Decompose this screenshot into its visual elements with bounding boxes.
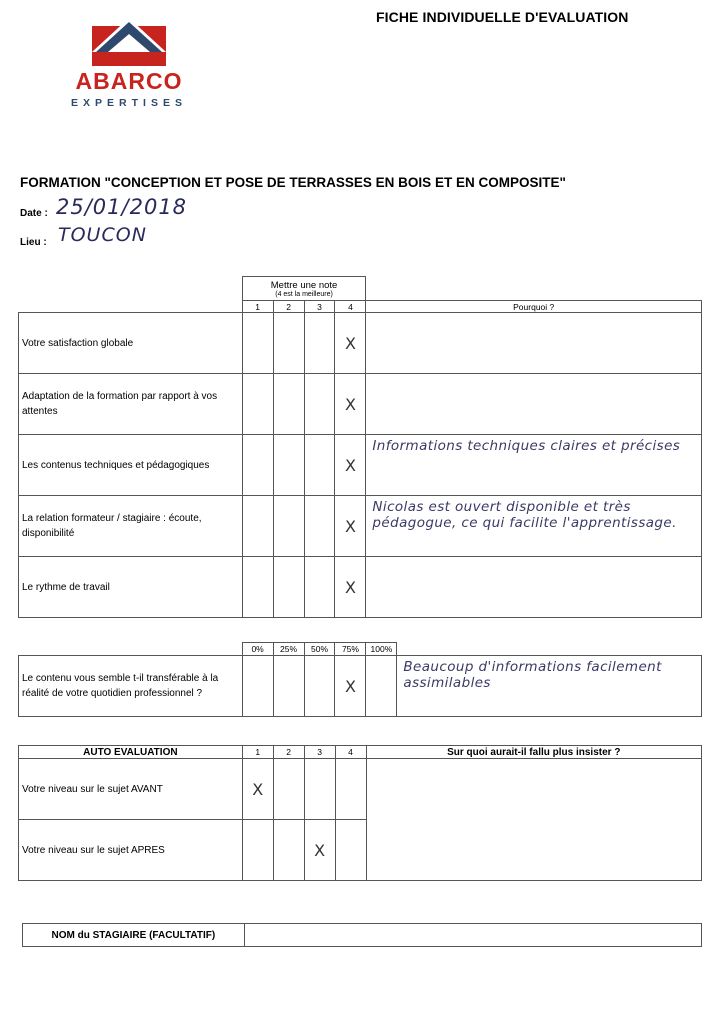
auto-row [19,759,702,820]
score-header: 1 [242,301,273,313]
rating-table [18,276,702,618]
criterion-label: Adaptation de la formation par rapport à vos attentes [19,374,243,435]
percent-mark[interactable]: X [335,656,366,717]
score-cell[interactable] [304,557,335,618]
score-mark[interactable]: X [335,313,366,374]
insist-header: Sur quoi aurait-il fallu plus insister ? [366,746,701,759]
percent-cell[interactable] [242,656,273,717]
percent-cell[interactable] [273,656,304,717]
date-value: 25/01/2018 [56,195,188,219]
score-header: 1 [242,746,273,759]
page-title: FICHE INDIVIDUELLE D'EVALUATION [376,9,629,25]
auto-evaluation-table [18,745,702,881]
score-cell[interactable] [273,374,304,435]
percent-header: 25% [273,643,304,656]
abarco-logo-icon [92,18,166,66]
percent-header: 0% [242,643,273,656]
lieu-value: TOUCON [58,224,147,246]
score-cell[interactable] [242,313,273,374]
percent-cell[interactable] [304,656,335,717]
score-header: 4 [335,301,366,313]
criterion-label: La relation formateur / stagiaire : écoute, disponibilité [19,496,243,557]
why-comment[interactable] [366,374,702,435]
score-cell[interactable] [242,496,273,557]
why-comment[interactable] [366,557,702,618]
score-cell[interactable] [273,820,304,881]
transfer-label: Le contenu vous semble t-il transférable à la réalité de votre quotidien professionnel ? [19,656,243,717]
why-comment[interactable] [366,313,702,374]
transfer-comment[interactable]: Beaucoup d'informations facilement assimilables [397,656,702,717]
score-header: 3 [304,301,335,313]
auto-label: Votre niveau sur le sujet APRES [19,820,243,881]
score-cell[interactable] [273,435,304,496]
rating-row [19,496,702,557]
name-label: NOM du STAGIAIRE (FACULTATIF) [23,924,245,947]
insist-comment[interactable] [366,759,701,881]
score-header: 4 [335,746,366,759]
score-cell[interactable] [304,759,335,820]
score-cell[interactable] [273,496,304,557]
score-mark[interactable]: X [335,557,366,618]
score-header: 3 [304,746,335,759]
score-cell[interactable] [273,557,304,618]
score-mark[interactable]: X [304,820,335,881]
score-cell[interactable] [242,557,273,618]
criterion-label: Les contenus techniques et pédagogiques [19,435,243,496]
percent-header: 50% [304,643,335,656]
auto-evaluation-header: AUTO EVALUATION [19,746,243,759]
rating-row [19,435,702,496]
transfer-row [19,656,702,717]
score-mark[interactable]: X [242,759,273,820]
score-cell[interactable] [335,759,366,820]
score-cell[interactable] [242,374,273,435]
note-header: Mettre une note (4 est la meilleure) [242,277,366,301]
why-header: Pourquoi ? [366,301,702,313]
score-cell[interactable] [273,759,304,820]
logo-subtitle: EXPERTISES [71,97,187,109]
score-cell[interactable] [273,313,304,374]
percent-cell[interactable] [366,656,397,717]
score-cell[interactable] [304,374,335,435]
logo-name: ABARCO [75,68,183,94]
score-cell[interactable] [304,313,335,374]
score-mark[interactable]: X [335,435,366,496]
percent-header: 75% [335,643,366,656]
why-comment[interactable]: Nicolas est ouvert disponible et très pédagogue, ce qui facilite l'apprentissage. [366,496,702,557]
rating-row [19,557,702,618]
score-cell[interactable] [335,820,366,881]
name-table [22,923,702,947]
score-cell[interactable] [304,496,335,557]
percent-header: 100% [366,643,397,656]
rating-row [19,313,702,374]
criterion-label: Le rythme de travail [19,557,243,618]
name-input[interactable] [244,924,701,947]
score-mark[interactable]: X [335,496,366,557]
date-label: Date : [20,208,48,219]
score-header: 2 [273,301,304,313]
score-header: 2 [273,746,304,759]
criterion-label: Votre satisfaction globale [19,313,243,374]
score-mark[interactable]: X [335,374,366,435]
score-cell[interactable] [242,435,273,496]
transfer-table [18,642,702,717]
why-comment[interactable]: Informations techniques claires et précises [366,435,702,496]
rating-row [19,374,702,435]
formation-title: FORMATION "CONCEPTION ET POSE DE TERRASSES EN BOIS ET EN COMPOSITE" [20,175,566,190]
score-cell[interactable] [304,435,335,496]
score-cell[interactable] [242,820,273,881]
lieu-label: Lieu : [20,237,47,248]
auto-label: Votre niveau sur le sujet AVANT [19,759,243,820]
